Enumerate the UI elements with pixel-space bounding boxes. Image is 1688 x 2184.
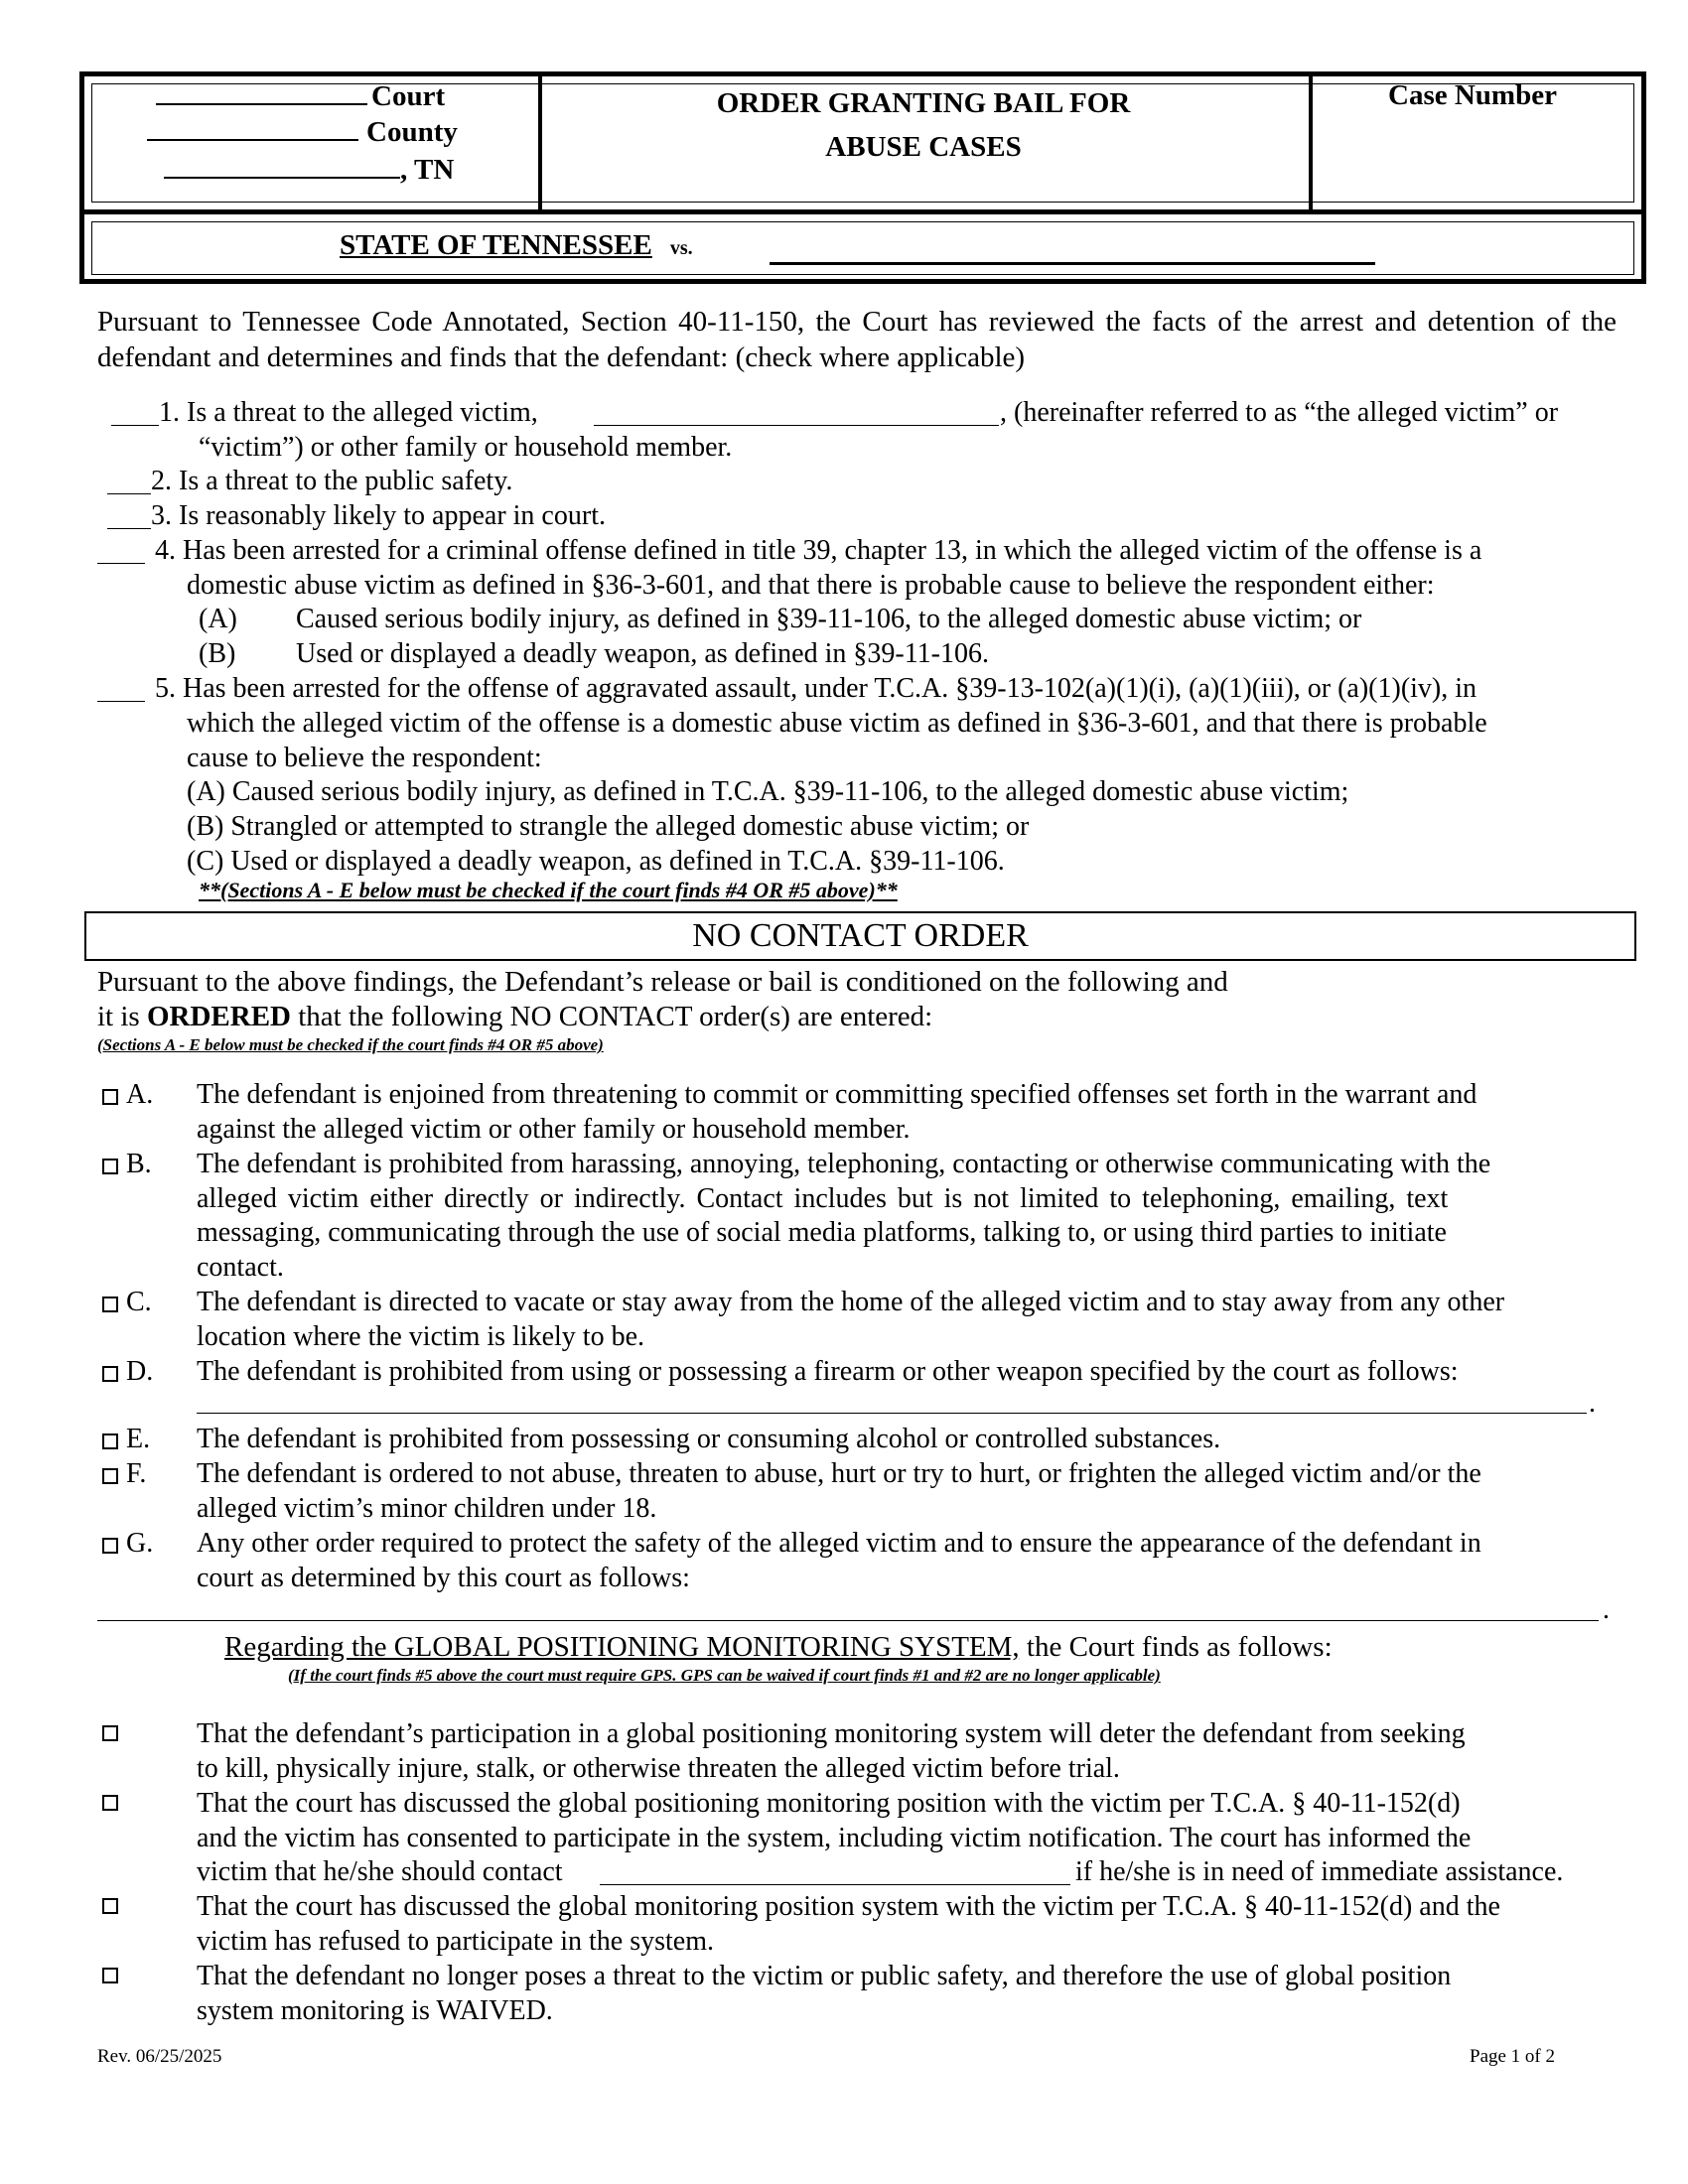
defendant-name-blank[interactable] xyxy=(770,262,1375,265)
gps-2-line-2: and the victim has consented to participate in the system, including victim notification. The court has informed the xyxy=(197,1823,1472,1853)
order-G-option[interactable] xyxy=(102,1526,153,1561)
state-label: STATE OF TENNESSEE xyxy=(340,229,652,261)
order-C-line-2: location where the victim is likely to be. xyxy=(197,1321,644,1352)
findings-note: **(Sections A - E below must be checked if the court finds #4 OR #5 above)** xyxy=(199,878,898,902)
order-C-option[interactable] xyxy=(102,1285,152,1319)
finding-2-checkline[interactable] xyxy=(107,493,151,494)
parties-inner-border xyxy=(91,221,1634,275)
finding-4A-text: Caused serious bodily injury, as defined in §39-11-106, to the alleged domestic abuse victim; or xyxy=(296,604,1362,634)
gps-4-checkbox[interactable] xyxy=(102,1967,126,1984)
order-A-checkbox[interactable] xyxy=(102,1089,118,1105)
case-number-label: Case Number xyxy=(1388,79,1557,111)
gps-2-checkbox[interactable] xyxy=(102,1794,126,1812)
parties-line xyxy=(340,229,693,262)
alleged-victim-name-blank[interactable] xyxy=(594,425,999,426)
vs-label: vs. xyxy=(669,237,693,259)
gps-2-line-3a: victim that he/she should contact xyxy=(197,1856,563,1887)
finding-5-text-c: cause to believe the respondent: xyxy=(187,743,542,773)
gps-2-line-1: That the court has discussed the global positioning monitoring position with the victim per T.C.A. § 40-11-152(d) xyxy=(197,1788,1461,1819)
order-E-option[interactable] xyxy=(102,1422,150,1456)
finding-5-checkline[interactable] xyxy=(97,701,145,702)
gps-heading-underlined: Regarding the GLOBAL POSITIONING MONITORING SYSTEM, xyxy=(224,1631,1020,1663)
ordered-word: ORDERED xyxy=(146,1001,291,1032)
page-number: Page 1 of 2 xyxy=(1470,2046,1556,2067)
gps-heading xyxy=(224,1629,1333,1665)
finding-5B-text: (B) Strangled or attempted to strangle the alleged domestic abuse victim; or xyxy=(187,811,1030,842)
gps-1-line-1: That the defendant’s participation in a global positioning monitoring system will deter the defendant from seeking xyxy=(197,1718,1466,1749)
no-contact-heading: NO CONTACT ORDER xyxy=(84,911,1636,961)
order-F-checkbox[interactable] xyxy=(102,1468,118,1484)
revision-date: Rev. 06/25/2025 xyxy=(97,2046,222,2067)
order-A-line-1: The defendant is enjoined from threatening to commit or committing specified offenses set forth in the warrant and xyxy=(197,1079,1477,1110)
order-C-line-1: The defendant is directed to vacate or stay away from the home of the alleged victim and to stay away from any other xyxy=(197,1287,1505,1317)
order-A-line-2: against the alleged victim or other family or household member. xyxy=(197,1114,911,1145)
county-label: County xyxy=(366,116,458,148)
finding-4-text-b: domestic abuse victim as defined in §36-3-601, and that there is probable cause to believe the respondent either: xyxy=(187,570,1435,601)
court-name-blank[interactable] xyxy=(156,79,367,105)
order-D-option[interactable] xyxy=(102,1354,153,1389)
finding-1-text-a: 1. Is a threat to the alleged victim, xyxy=(159,397,538,428)
order-G-line-2: court as determined by this court as follows: xyxy=(197,1563,690,1593)
order-A-label: A. xyxy=(126,1079,154,1110)
order-E-label: E. xyxy=(126,1424,151,1454)
order-D-checkbox[interactable] xyxy=(102,1366,118,1382)
no-contact-intro-2 xyxy=(97,999,932,1034)
finding-4B-text: Used or displayed a deadly weapon, as defined in §39-11-106. xyxy=(296,638,989,669)
finding-5C-text: (C) Used or displayed a deadly weapon, as defined in T.C.A. §39-11-106. xyxy=(187,846,1005,877)
order-D-period: . xyxy=(1589,1388,1596,1419)
finding-4B-label: (B) xyxy=(199,638,236,669)
order-D-weapon-blank[interactable] xyxy=(197,1413,1587,1414)
title-line-1: ORDER GRANTING BAIL FOR xyxy=(716,87,1131,119)
tn-label: , TN xyxy=(400,154,455,186)
order-D-label: D. xyxy=(126,1356,154,1387)
tn-line xyxy=(164,153,454,187)
finding-3-text: 3. Is reasonably likely to appear in court. xyxy=(151,500,606,531)
finding-4A-label: (A) xyxy=(199,604,237,634)
county-name-blank[interactable] xyxy=(147,115,358,141)
intro2-a: it is xyxy=(97,1001,147,1032)
order-F-option[interactable] xyxy=(102,1456,146,1491)
order-G-checkbox[interactable] xyxy=(102,1538,118,1554)
gps-4-line-2: system monitoring is WAIVED. xyxy=(197,1995,553,2026)
court-label: Court xyxy=(371,80,446,112)
order-F-line-2: alleged victim’s minor children under 18. xyxy=(197,1493,657,1524)
order-B-line-1: The defendant is prohibited from harassing, annoying, telephoning, contacting or otherwise communicating with the xyxy=(197,1149,1491,1179)
gps-1-line-2: to kill, physically injure, stalk, or otherwise threaten the alleged victim before trial. xyxy=(197,1753,1120,1784)
order-D-line-1: The defendant is prohibited from using or possessing a firearm or other weapon specified by the court as follows: xyxy=(197,1356,1459,1387)
order-E-checkbox[interactable] xyxy=(102,1433,118,1449)
finding-1-text-c: “victim”) or other family or household member. xyxy=(199,432,733,463)
gps-1-checkbox[interactable] xyxy=(102,1724,126,1742)
finding-5-text-a: 5. Has been arrested for the offense of aggravated assault, under T.C.A. §39-13-102(a)(1)(i), (a)(1)(iii), or (a)(1)(iv), in xyxy=(155,673,1477,704)
order-G-label: G. xyxy=(126,1528,154,1559)
gps-4-line-1: That the defendant no longer poses a threat to the victim or public safety, and therefore the use of global position xyxy=(197,1961,1452,1991)
gps-3-line-2: victim has refused to participate in the system. xyxy=(197,1926,714,1957)
order-B-line-4: contact. xyxy=(197,1252,284,1283)
order-B-label: B. xyxy=(126,1149,152,1179)
order-E-line-1: The defendant is prohibited from possessing or consuming alcohol or controlled substances. xyxy=(197,1424,1221,1454)
no-contact-note: (Sections A - E below must be checked if the court finds #4 OR #5 above) xyxy=(97,1035,604,1054)
order-C-checkbox[interactable] xyxy=(102,1297,118,1312)
finding-4-checkline[interactable] xyxy=(97,563,145,564)
form-title xyxy=(541,81,1306,169)
gps-heading-rest: the Court finds as follows: xyxy=(1019,1631,1333,1663)
order-G-line-1: Any other order required to protect the safety of the alleged victim and to ensure the appearance of the defendant in xyxy=(197,1528,1481,1559)
finding-1-text-b: , (hereinafter referred to as “the alleged victim” or xyxy=(1000,397,1559,428)
order-F-line-1: The defendant is ordered to not abuse, threaten to abuse, hurt or try to hurt, or frighten the alleged victim and/or the xyxy=(197,1458,1481,1489)
no-contact-intro-1: Pursuant to the above findings, the Defendant’s release or bail is conditioned on the following and xyxy=(97,966,1228,998)
order-A-option[interactable] xyxy=(102,1077,153,1112)
gps-2-line-3b: if he/she is in need of immediate assistance. xyxy=(1075,1856,1564,1887)
order-G-other-blank[interactable] xyxy=(97,1620,1599,1621)
order-C-label: C. xyxy=(126,1287,152,1317)
finding-1-checkline[interactable] xyxy=(111,425,159,426)
gps-3-line-1: That the court has discussed the global monitoring position system with the victim per T.C.A. § 40-11-152(d) and the xyxy=(197,1891,1500,1922)
order-G-period: . xyxy=(1603,1594,1610,1625)
intro-paragraph: Pursuant to Tennessee Code Annotated, Section 40-11-150, the Court has reviewed the facts of the arrest and detention of the defendant and determines and finds that the defendant: (check where applicable) xyxy=(97,306,1617,373)
intro2-b: that the following NO CONTACT order(s) are entered: xyxy=(290,1001,933,1032)
gps-contact-blank[interactable] xyxy=(600,1884,1070,1885)
order-B-line-2: alleged victim either directly or indirectly. Contact includes but is not limited to telephoning, emailing, text xyxy=(197,1183,1449,1214)
finding-5-text-b: which the alleged victim of the offense is a domestic abuse victim as defined in §36-3-601, and that there is probable xyxy=(187,708,1487,739)
order-B-line-3: messaging, communicating through the use of social media platforms, talking to, or using third parties to initiate xyxy=(197,1217,1447,1248)
finding-2-text: 2. Is a threat to the public safety. xyxy=(151,466,513,496)
caption-divider-horizontal xyxy=(84,209,1641,214)
finding-5A-text: (A) Caused serious bodily injury, as defined in T.C.A. §39-11-106, to the alleged domestic abuse victim; xyxy=(187,776,1349,807)
title-line-2: ABUSE CASES xyxy=(825,131,1022,163)
finding-3-checkline[interactable] xyxy=(107,528,151,529)
finding-4-text-a: 4. Has been arrested for a criminal offense defined in title 39, chapter 13, in which the alleged victim of the offense is a xyxy=(155,535,1482,566)
order-F-label: F. xyxy=(126,1458,147,1489)
city-blank[interactable] xyxy=(164,153,400,179)
order-B-checkbox[interactable] xyxy=(102,1159,118,1174)
order-B-option[interactable] xyxy=(102,1147,152,1181)
county-line xyxy=(147,115,458,149)
court-line xyxy=(156,79,445,113)
gps-3-checkbox[interactable] xyxy=(102,1897,126,1915)
gps-note: (If the court finds #5 above the court must require GPS. GPS can be waived if court finds #1 and #2 are no longer applicable) xyxy=(288,1666,1161,1685)
